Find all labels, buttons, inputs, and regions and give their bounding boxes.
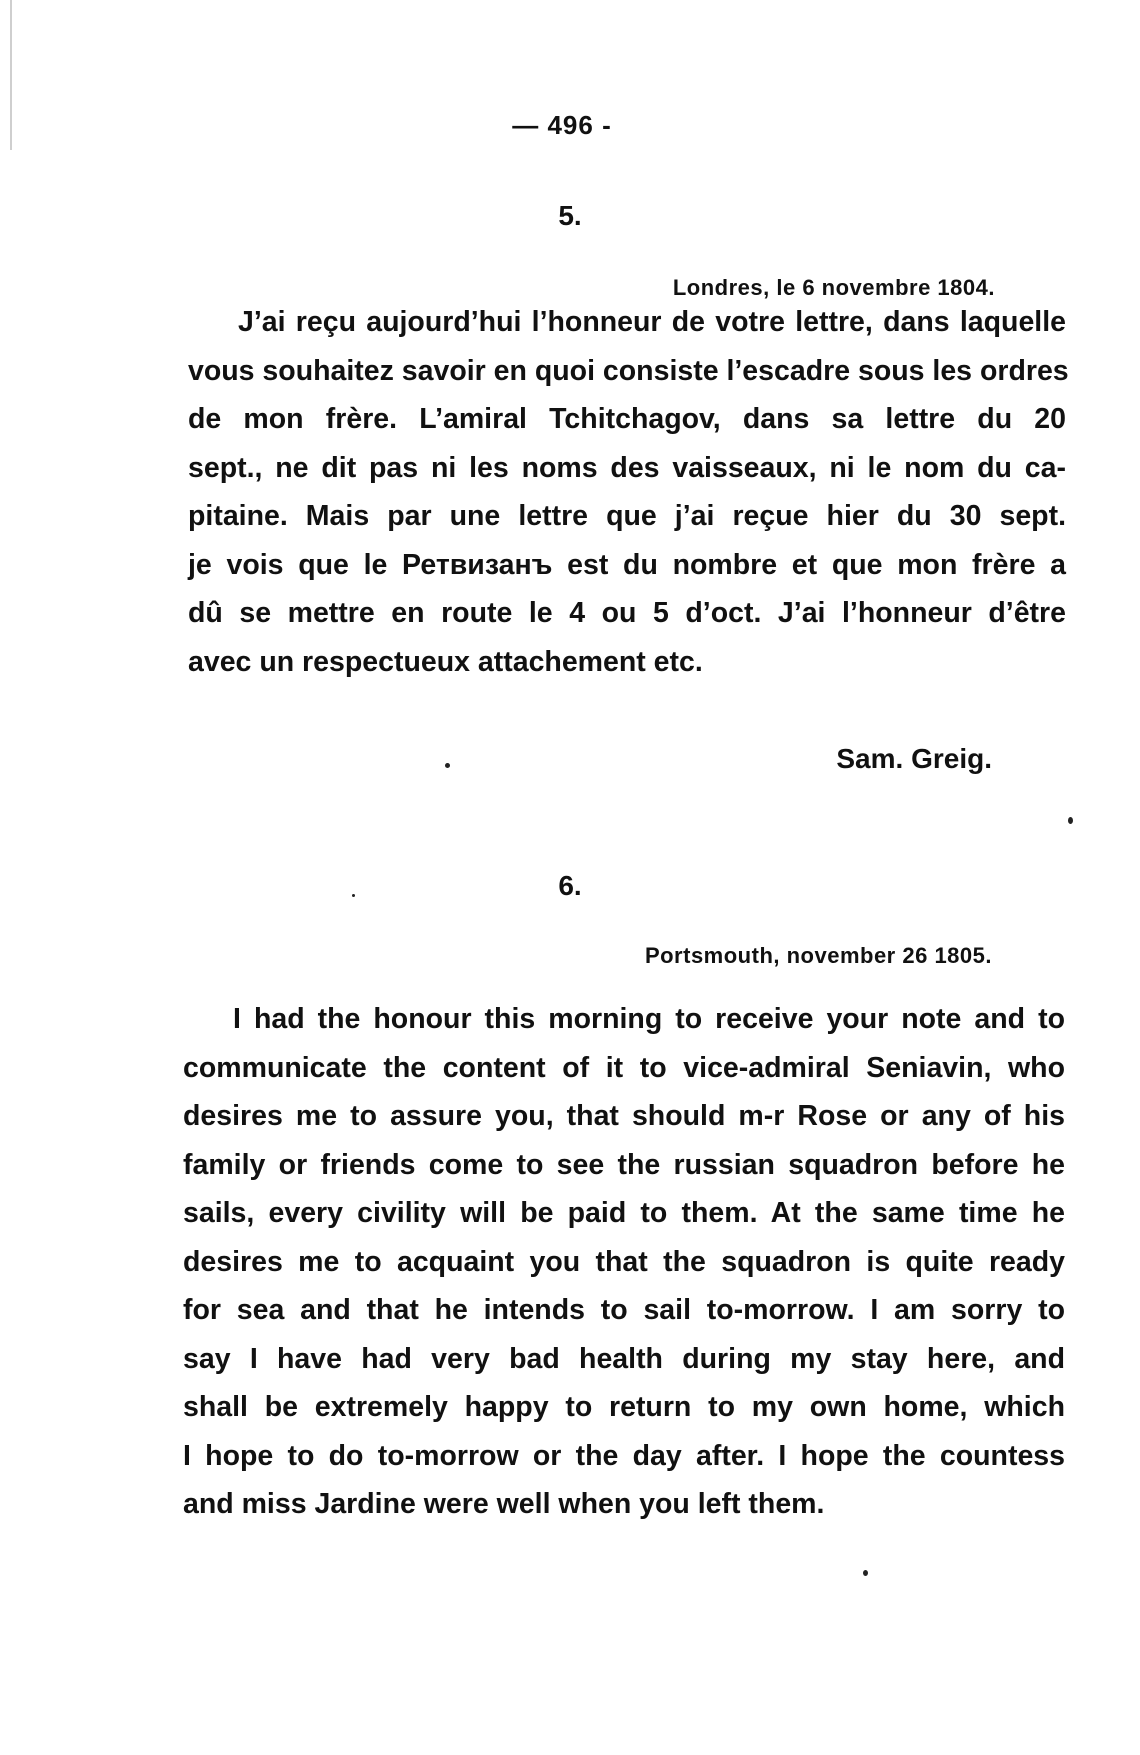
- text-line: je vois que le Ретвизанъ est du nombre et que mon frère a: [188, 548, 1066, 581]
- text-line: sept., ne dit pas ni les noms des vaisseaux, ni le nom du ca-: [188, 451, 1066, 484]
- text-line: shall be extremely happy to return to my own home, which: [183, 1391, 1065, 1423]
- text-line: family or friends come to see the russian squadron before he: [183, 1148, 1065, 1181]
- text-line: communicate the content of it to vice-admiral Seniavin, who: [183, 1051, 1065, 1084]
- letter-number: 5.: [558, 200, 582, 231]
- text-line: vous souhaitez savoir en quoi consiste l’escadre sous les ordres: [188, 354, 1069, 387]
- scan-speck: [445, 763, 450, 768]
- text-line: I hope to do to-morrow or the day after. I hope the countess: [183, 1439, 1065, 1472]
- letter-body: [183, 995, 1065, 1529]
- text-line: de mon frère. L’amiral Tchitchagov, dans sa lettre du 20: [188, 403, 1066, 435]
- text-line: for sea and that he intends to sail to-morrow. I am sorry to: [183, 1294, 1065, 1326]
- page-number: — 496 -: [512, 110, 612, 140]
- text-line: sails, every civility will be paid to them. At the same time he: [183, 1197, 1065, 1229]
- signature: Sam. Greig.: [836, 743, 992, 774]
- text-line: I had the honour this morning to receive your note and to: [233, 1003, 1065, 1035]
- scan-speck: [1068, 817, 1073, 824]
- text-line: desires me to acquaint you that the squadron is quite ready: [183, 1245, 1065, 1278]
- letter-dateline: Portsmouth, november 26 1805.: [644, 943, 992, 968]
- scan-speck: [352, 894, 355, 897]
- text-line: dû se mettre en route le 4 ou 5 d’oct. J’ai l’honneur d’être: [188, 597, 1066, 629]
- text-line: J’ai reçu aujourd’hui l’honneur de votre lettre, dans laquelle: [238, 306, 1066, 338]
- scan-speck: [863, 1570, 868, 1576]
- letter-body: [188, 298, 1069, 686]
- text-line: avec un respectueux attachement etc.: [188, 645, 703, 678]
- text-line: desires me to assure you, that should m-r Rose or any of his: [183, 1100, 1065, 1132]
- text-line: pitaine. Mais par une lettre que j’ai reçue hier du 30 sept.: [188, 500, 1066, 532]
- letter-dateline: Londres, le 6 novembre 1804.: [672, 275, 995, 300]
- letter-number: 6.: [558, 870, 582, 901]
- text-line: and miss Jardine were well when you left them.: [183, 1488, 825, 1520]
- text-line: say I have had very bad health during my stay here, and: [183, 1342, 1065, 1375]
